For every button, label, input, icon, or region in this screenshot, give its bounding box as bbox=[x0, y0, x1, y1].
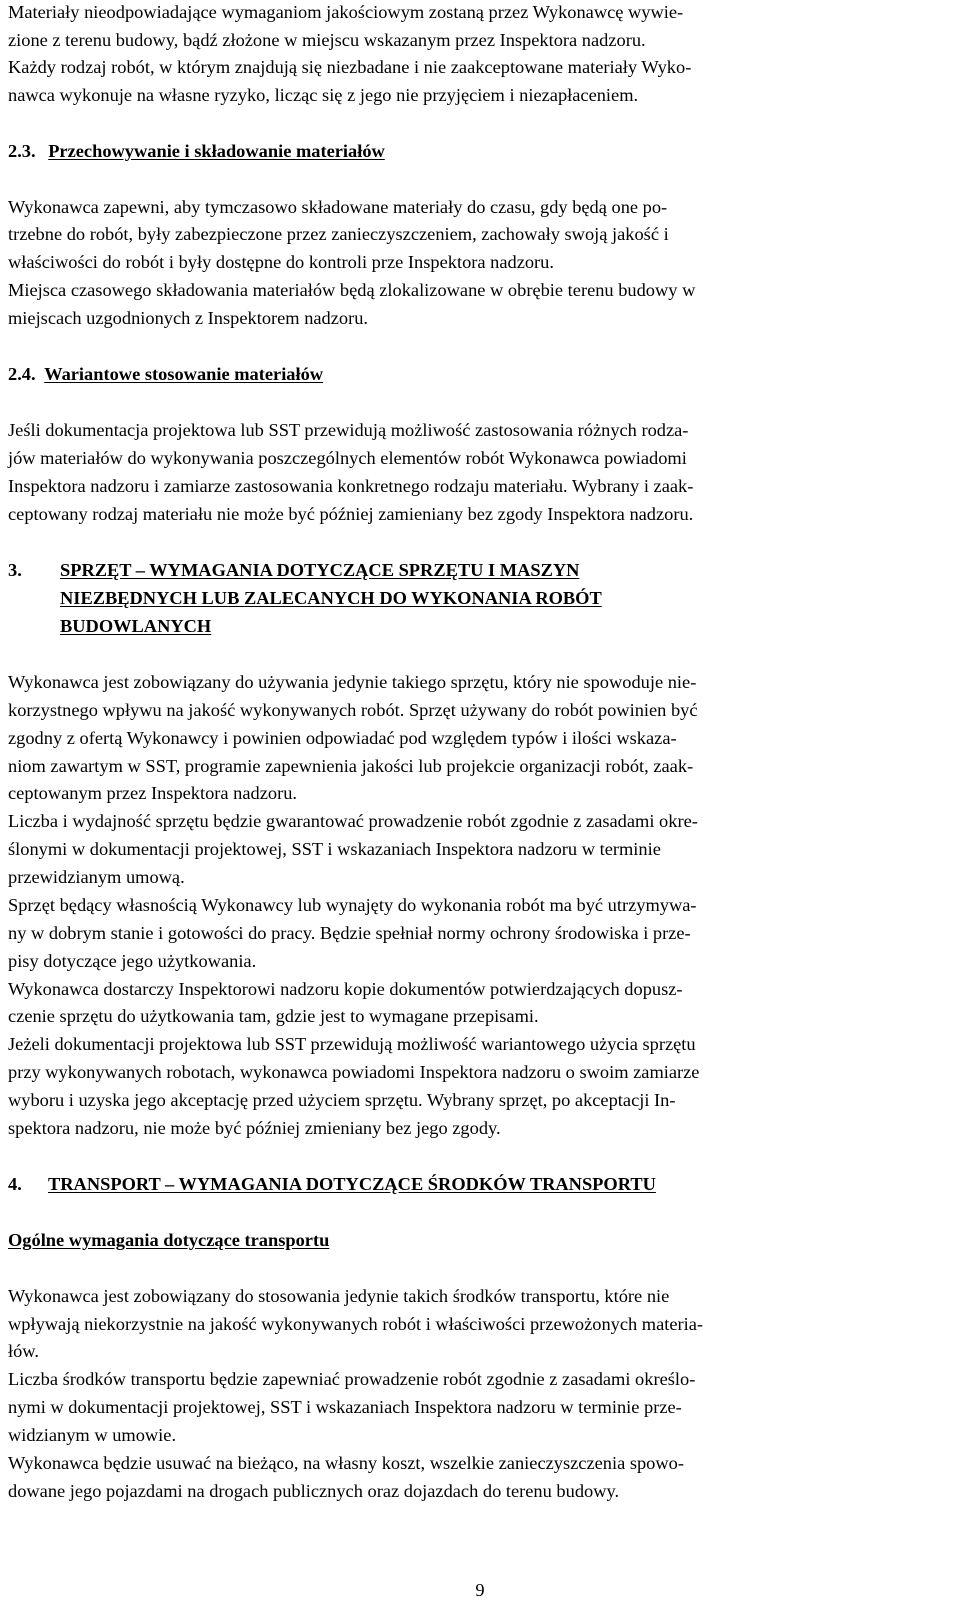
paragraph-line: nymi w dokumentacji projektowej, SST i wskazaniach Inspektora nadzoru w terminie prze- bbox=[8, 1397, 682, 1417]
paragraph-line: korzystnego wpływu na jakość wykonywanych robót. Sprzęt używany do robót powinien być bbox=[8, 700, 698, 720]
paragraph-line: Miejsca czasowego składowania materiałów będą zlokalizowane w obrębie terenu budowy w bbox=[8, 280, 696, 300]
paragraph-line: ny w dobrym stanie i gotowości do pracy. Będzie spełniał normy ochrony środowiska i prze- bbox=[8, 923, 691, 943]
intro-line: Każdy rodzaj robót, w którym znajdują się niezbadane i nie zaakceptowane materiały Wyko- bbox=[8, 57, 692, 77]
paragraph-line: Jeśli dokumentacja projektowa lub SST przewidują możliwość zastosowania różnych rodza- bbox=[8, 420, 689, 440]
paragraph-line: trzebne do robót, były zabezpieczone przez zanieczyszczeniem, zachowały swoją jakość i bbox=[8, 224, 669, 244]
paragraph-line: spektora nadzoru, nie może być później zmieniany bez jego zgody. bbox=[8, 1118, 501, 1138]
paragraph-line: Wykonawca jest zobowiązany do stosowania jedynie takich środków transportu, które nie bbox=[8, 1286, 670, 1306]
paragraph-line: czenie sprzętu do użytkowania tam, gdzie jest to wymagane przepisami. bbox=[8, 1006, 539, 1026]
paragraph-line: łów. bbox=[8, 1341, 39, 1361]
section-title-line: BUDOWLANYCH bbox=[60, 616, 212, 636]
paragraph-line: Wykonawca zapewni, aby tymczasowo składowane materiały do czasu, gdy będą one po- bbox=[8, 197, 668, 217]
intro-line: nawca wykonuje na własne ryzyko, licząc się z jego nie przyjęciem i niezapłaceniem. bbox=[8, 85, 639, 105]
paragraph-line: Liczba środków transportu będzie zapewniać prowadzenie robót zgodnie z zasadami określo- bbox=[8, 1369, 696, 1389]
paragraph-line: Jeżeli dokumentacji projektowa lub SST przewidują możliwość wariantowego użycia sprzętu bbox=[8, 1034, 696, 1054]
section-title-line: SPRZĘT – WYMAGANIA DOTYCZĄCE SPRZĘTU I MASZYN bbox=[60, 560, 580, 580]
paragraph-line: dowane jego pojazdami na drogach publicznych oraz dojazdach do terenu budowy. bbox=[8, 1481, 620, 1501]
paragraph-line: Sprzęt będący własnością Wykonawcy lub wynajęty do wykonania robót ma być utrzymywa- bbox=[8, 895, 697, 915]
paragraph-line: jów materiałów do wykonywania poszczególnych elementów robót Wykonawca powiadomi bbox=[8, 448, 687, 468]
section-title: Przechowywanie i składowanie materiałów bbox=[48, 141, 385, 161]
paragraph-line: właściwości do robót i były dostępne do kontroli prze Inspektora nadzoru. bbox=[8, 252, 554, 272]
paragraph-line: ceptowany rodzaj materiału nie może być później zamieniany bez zgody Inspektora nadzoru. bbox=[8, 504, 694, 524]
section-number: 2.4. bbox=[8, 364, 36, 384]
paragraph-line: zgodny z ofertą Wykonawcy i powinien odpowiadać pod względem typów i ilości wskaza- bbox=[8, 728, 677, 748]
paragraph-line: ślonymi w dokumentacji projektowej, SST i wskazaniach Inspektora nadzoru w terminie bbox=[8, 839, 661, 859]
paragraph-line: Inspektora nadzoru i zamiarze zastosowania konkretnego rodzaju materiału. Wybrany i zaak- bbox=[8, 476, 694, 496]
paragraph-line: ceptowanym przez Inspektora nadzoru. bbox=[8, 783, 298, 803]
section-number: 2.3. bbox=[8, 141, 36, 161]
paragraph-line: Liczba i wydajność sprzętu będzie gwarantować prowadzenie robót zgodnie z zasadami okre- bbox=[8, 811, 698, 831]
paragraph-line: przy wykonywanych robotach, wykonawca powiadomi Inspektora nadzoru o swoim zamiarze bbox=[8, 1062, 700, 1082]
paragraph-line: Wykonawca dostarczy Inspektorowi nadzoru kopie dokumentów potwierdzających dopusz- bbox=[8, 979, 683, 999]
paragraph-line: niom zawartym w SST, programie zapewnienia jakości lub projekcie organizacji robót, zaak- bbox=[8, 756, 694, 776]
paragraph-line: pisy dotyczące jego użytkowania. bbox=[8, 951, 257, 971]
paragraph-line: Wykonawca jest zobowiązany do używania jedynie takiego sprzętu, który nie spowoduje nie- bbox=[8, 672, 697, 692]
intro-line: Materiały nieodpowiadające wymaganiom jakościowym zostaną przez Wykonawcę wywie- bbox=[8, 2, 684, 22]
page-number: 9 bbox=[475, 1580, 485, 1600]
section-heading-2-4 bbox=[8, 364, 323, 384]
paragraph-line: widzianym w umowie. bbox=[8, 1425, 177, 1445]
section-heading-2-3 bbox=[8, 141, 385, 161]
section-title-line: NIEZBĘDNYCH LUB ZALECANYCH DO WYKONANIA ROBÓT bbox=[60, 588, 602, 608]
subsection-title: Ogólne wymagania dotyczące transportu bbox=[8, 1230, 330, 1250]
section-title: TRANSPORT – WYMAGANIA DOTYCZĄCE ŚRODKÓW TRANSPORTU bbox=[48, 1174, 656, 1194]
paragraph-line: przewidzianym umową. bbox=[8, 867, 185, 887]
section-title: Wariantowe stosowanie materiałów bbox=[44, 364, 324, 384]
paragraph-line: Wykonawca będzie usuwać na bieżąco, na własny koszt, wszelkie zanieczyszczenia spowo- bbox=[8, 1453, 684, 1473]
section-number-3: 3. bbox=[8, 560, 22, 580]
intro-line: zione z terenu budowy, bądź złożone w miejscu wskazanym przez Inspektora nadzoru. bbox=[8, 30, 646, 50]
section-number-4: 4. bbox=[8, 1174, 22, 1194]
paragraph-line: wyboru i uzyska jego akceptację przed użyciem sprzętu. Wybrany sprzęt, po akceptacji In- bbox=[8, 1090, 676, 1110]
paragraph-line: wpływają niekorzystnie na jakość wykonywanych robót i właściwości przewożonych materia- bbox=[8, 1314, 704, 1334]
paragraph-line: miejscach uzgodnionych z Inspektorem nadzoru. bbox=[8, 308, 369, 328]
